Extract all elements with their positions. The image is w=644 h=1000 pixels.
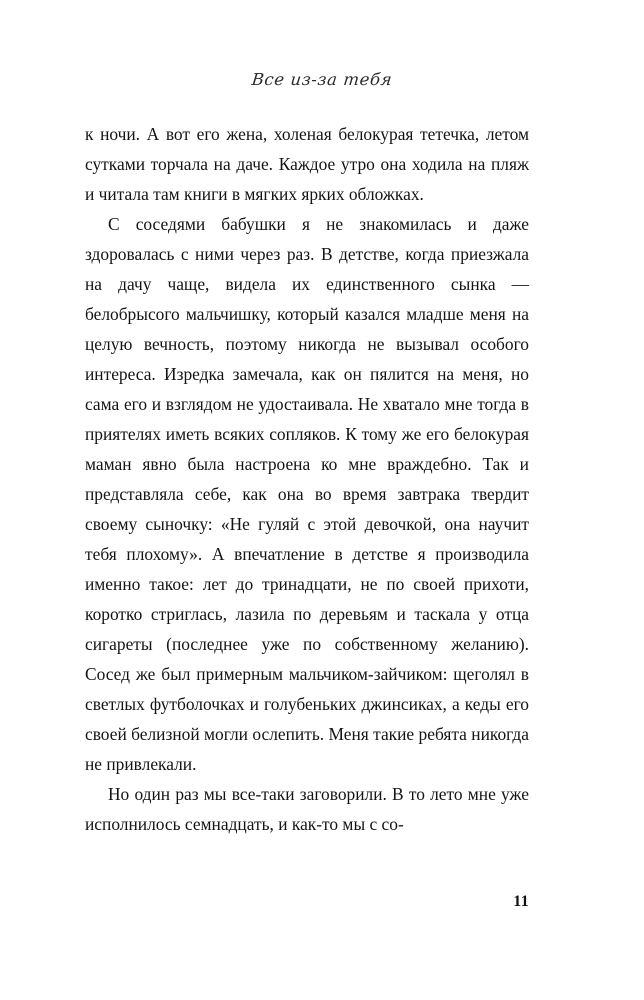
running-head: Все из-за тебя [250, 70, 394, 89]
body-paragraph: к ночи. А вот его жена, холеная белокурая тетечка, летом сутками торчала на даче. Каждое утро она ходила на пляж и читала там книги в мягких ярких обложках. [85, 124, 529, 204]
body-paragraph: Но один раз мы все-таки заговорили. В то лето мне уже исполнилось семнадцать, и как-то мы с со- [85, 784, 529, 834]
body-paragraph: С соседями бабушки я не знакомилась и даже здоровалась с ними через раз. В детстве, когда приезжала на дачу чаще, видела их единственного сынка — белобрысого мальчишку, который казался младше меня на целую вечность, поэтому никогда не вызывал особого интереса. Изредка замечала, как он пялится на меня, но сама его и взглядом не удостаивала. Не хватало мне тогда в приятелях иметь всяких сопляков. К тому же его белокурая маман явно была настроена ко мне враждебно. Так и представляла себе, как она во время завтрака твердит своему сыночку: «Не гуляй с этой девочкой, она научит тебя плохому». А впечатление в детстве я производила именно такое: лет до тринадцати, не по своей прихоти, коротко стриглась, лазила по деревьям и таскала у отца сигареты (последнее уже по собственному желанию). Сосед же был примерным мальчиком-зайчиком: щеголял в светлых футболочках и голубеньких джинсиках, а кеды его своей белизной могли ослепить. Меня такие ребята никогда не привлекали. [85, 214, 529, 774]
page-number: 11 [513, 893, 529, 910]
text-column [85, 119, 529, 839]
